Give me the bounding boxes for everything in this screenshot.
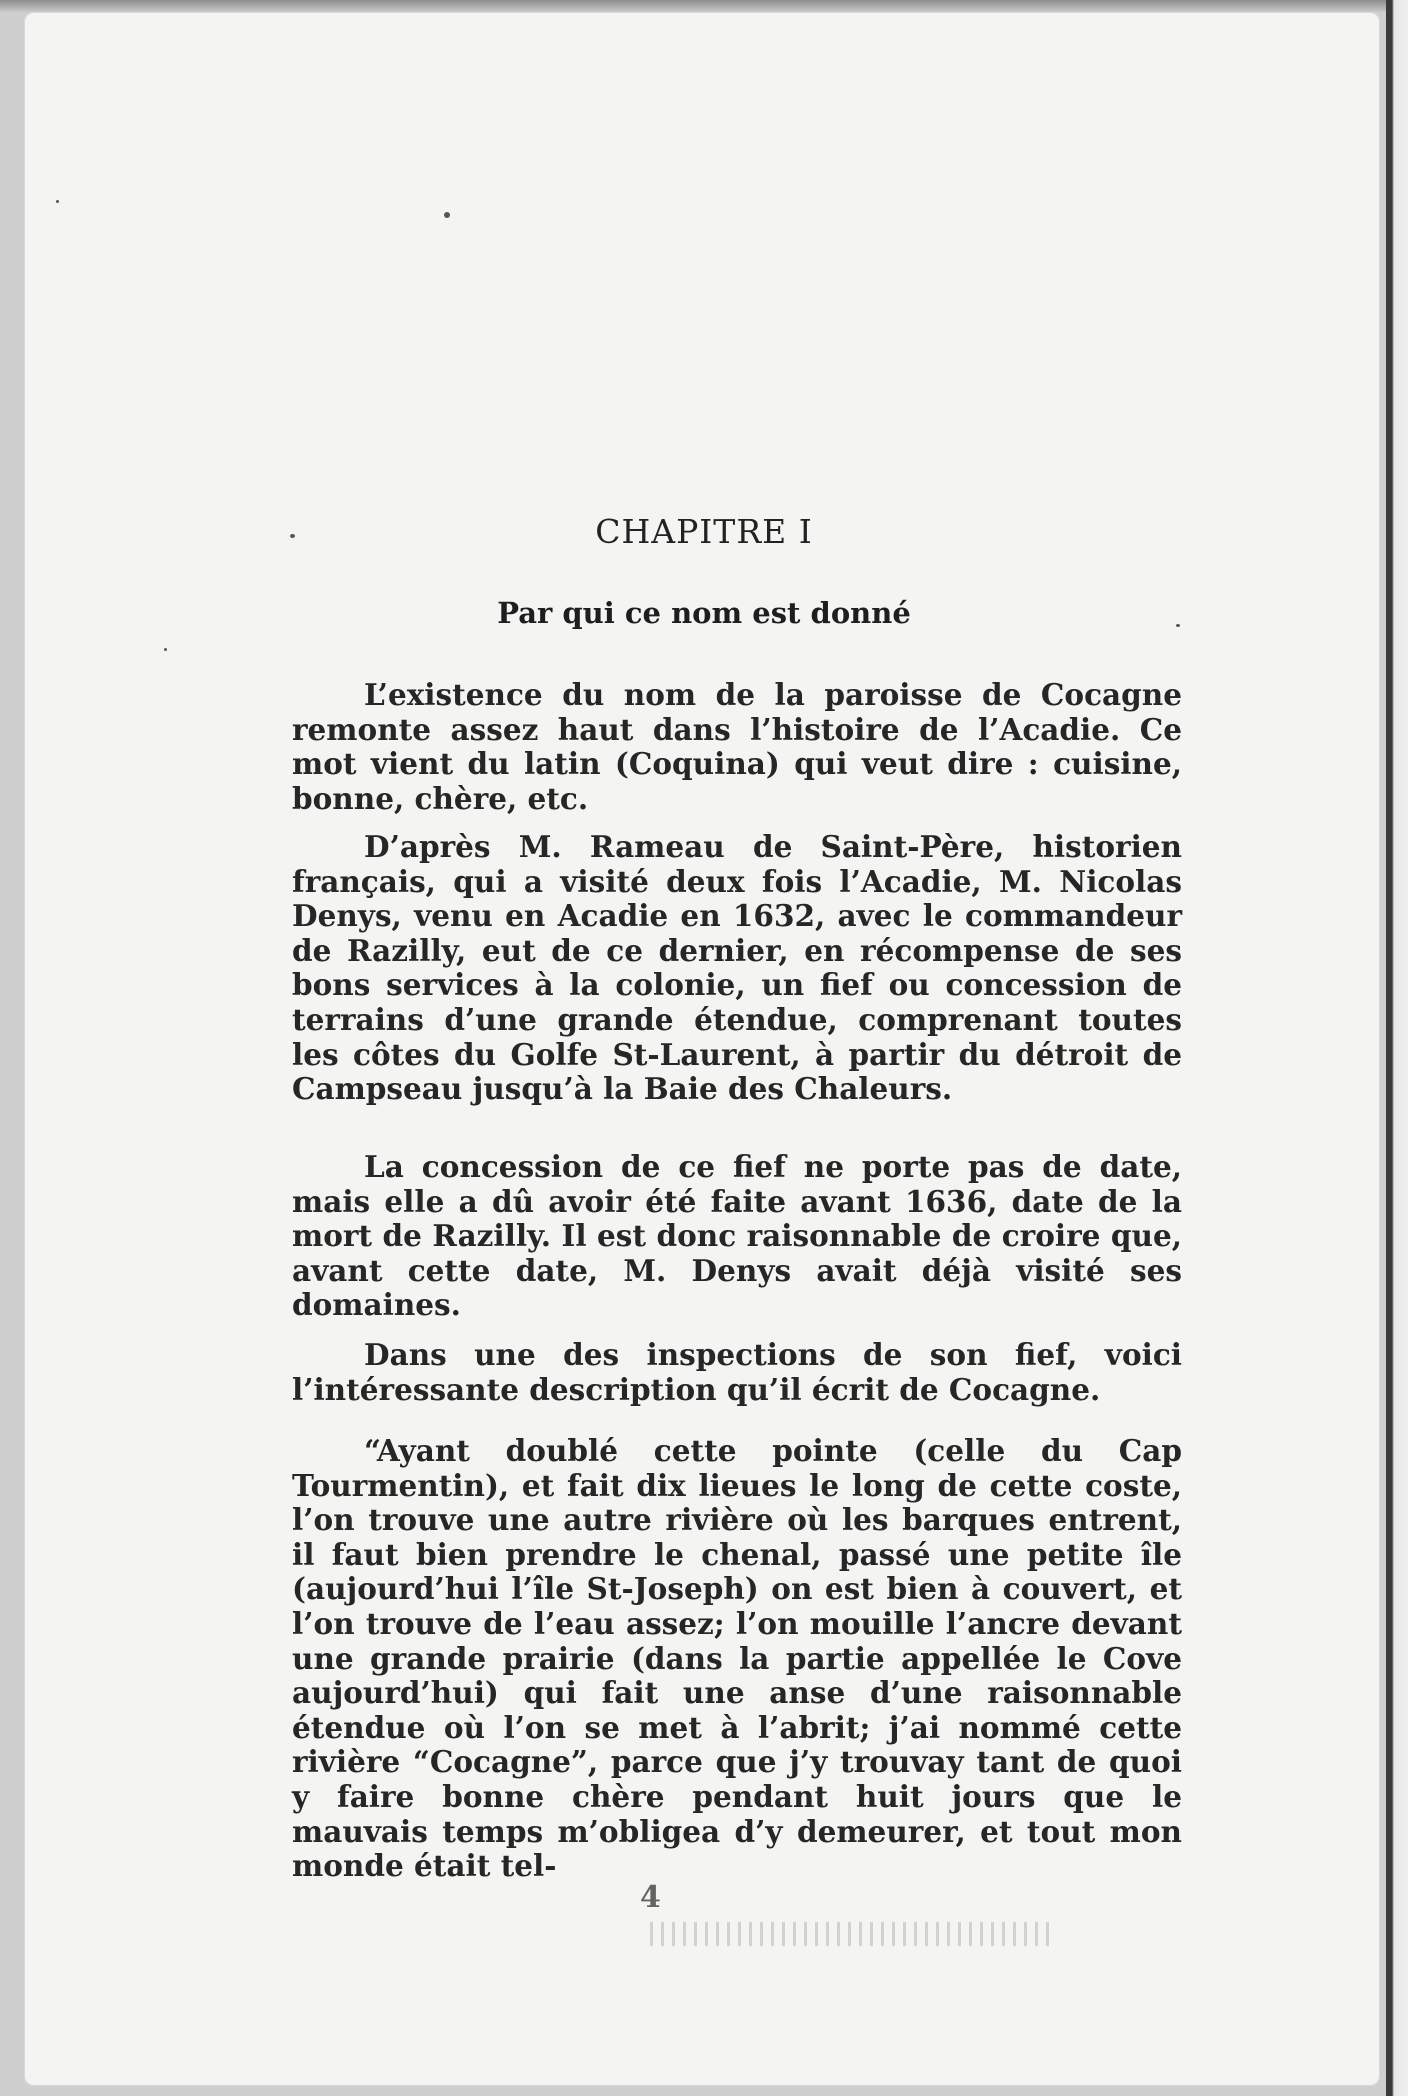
scan-top-edge	[0, 0, 1408, 12]
body-text	[292, 1434, 1182, 1884]
body-text	[292, 1150, 1182, 1323]
body-text	[292, 678, 1182, 816]
body-text	[292, 830, 1182, 1107]
page-number	[640, 1880, 880, 1950]
print-smudge	[650, 1922, 1050, 1946]
chapter-title: Par qui ce nom est donné	[497, 596, 911, 630]
scan-right-edge	[1386, 0, 1408, 2096]
paragraph-1: L’existence du nom de la paroisse de Cocagne remonte assez haut dans l’histoire de l’Acadie. Ce mot vient du latin (Coquina) qui veut dire : cuisine, bonne, chère, etc.	[292, 677, 1182, 816]
paragraph-2: D’après M. Rameau de Saint-Père, historien français, qui a visité deux fois l’Acadie, M. Nicolas Denys, venu en Acadie en 1632, avec le commandeur de Razilly, eut de ce dernier, en récompense de ses bons services à la colonie, un fief ou concession de terrains d’une grande étendue, comprenant toutes les côtes du Golfe St-Laurent, à partir du détroit de Campseau jusqu’à la Baie des Chaleurs.	[292, 829, 1182, 1107]
scan-speck	[444, 212, 450, 218]
chapter-label: CHAPITRE I	[595, 512, 813, 551]
paragraph-4: Dans une des inspections de son fief, voici l’intéressante description qu’il écrit de Cocagne.	[292, 1337, 1182, 1407]
scan-speck	[164, 648, 167, 651]
scan-speck	[56, 200, 59, 203]
body-text	[292, 1338, 1182, 1407]
paragraph-3: La concession de ce fief ne porte pas de date, mais elle a dû avoir été faite avant 1636, date de la mort de Razilly. Il est donc raisonnable de croire que, avant cette date, M. Denys avait déjà visité ses domaines.	[292, 1149, 1182, 1323]
page-number-value: 4	[640, 1880, 661, 1915]
paragraph-5: “Ayant doublé cette pointe (celle du Cap Tourmentin), et fait dix lieues le long de cette coste, l’on trouve une autre rivière où les barques entrent, il faut bien prendre le chenal, passé une petite île (aujourd’hui l’île St-Joseph) on est bien à couvert, et l’on trouve de l’eau assez; l’on mouille l’ancre devant une grande prairie (dans la partie appellée le Cove aujourd’hui) qui fait une anse d’une raisonnable étendue où l’on se met à l’abrit; j’ai nommé cette rivière “Cocagne”, parce que j’y trouvay tant de quoi y faire bonne chère pendant huit jours que le mauvais temps m’obligea d’y demeurer, et tout mon monde était tel-	[292, 1433, 1182, 1884]
